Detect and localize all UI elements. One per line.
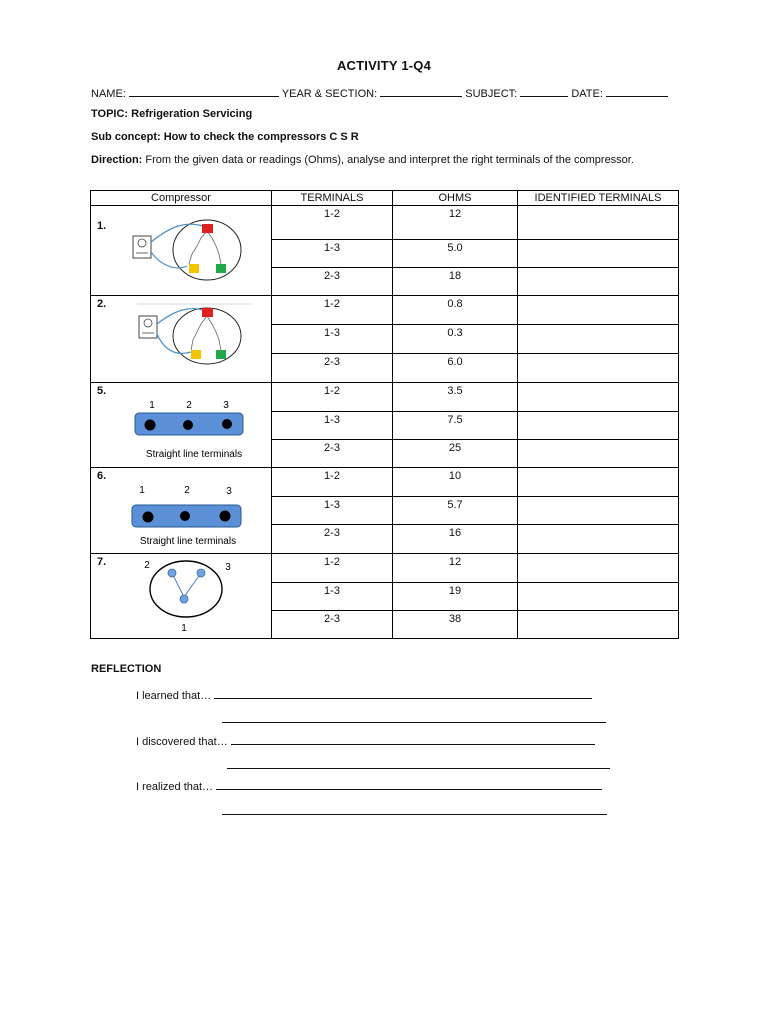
terminal-label: 2 (184, 485, 190, 496)
compressor-cell-2 (91, 296, 272, 383)
realized-blank-1[interactable] (216, 778, 602, 790)
header-terminals: TERMINALS (272, 191, 393, 206)
learned-prompt: I learned that… (136, 690, 212, 702)
terminals-cell: 1-3 (272, 583, 393, 611)
reflection-discovered (136, 733, 595, 748)
year-section-label: YEAR & SECTION: (281, 88, 378, 100)
terminals-cell: 1-2 (272, 554, 393, 583)
learned-blank-1[interactable] (214, 687, 592, 699)
discovered-prompt: I discovered that… (136, 736, 228, 748)
identified-terminals-input[interactable] (518, 412, 679, 440)
table-row (91, 383, 679, 412)
terminal-label: 3 (223, 400, 229, 411)
identified-terminals-input[interactable] (518, 611, 679, 639)
identified-terminals-input[interactable] (518, 554, 679, 583)
sub-concept-label: Sub concept: (91, 131, 161, 143)
table-header-row (91, 191, 679, 206)
learned-blank-2[interactable] (222, 711, 606, 723)
reflection-learned-cont (222, 711, 606, 726)
ohms-cell: 0.3 (393, 325, 518, 354)
terminal-label: 1 (139, 485, 145, 496)
compressor-wiring-diagram (91, 206, 271, 294)
terminal-label: 1 (181, 623, 187, 634)
compressor-wiring-diagram (91, 296, 271, 382)
topic-label: TOPIC: (91, 108, 129, 120)
terminals-cell: 2-3 (272, 354, 393, 383)
identified-terminals-input[interactable] (518, 525, 679, 554)
identified-terminals-input[interactable] (518, 383, 679, 412)
direction-text (91, 153, 661, 168)
ohms-cell: 25 (393, 440, 518, 468)
identified-terminals-input[interactable] (518, 497, 679, 525)
readings-table (90, 190, 679, 639)
compressor-cell-1 (91, 206, 272, 296)
date-blank[interactable] (606, 85, 668, 97)
terminal-label: 3 (226, 486, 232, 497)
terminal-label: 3 (225, 562, 231, 573)
compressor-cell-7 (91, 554, 272, 639)
topic-line (91, 108, 252, 120)
identified-terminals-input[interactable] (518, 240, 679, 268)
diagram-caption: Straight line terminals (139, 536, 237, 547)
ohms-cell: 12 (393, 206, 518, 240)
ohms-cell: 38 (393, 611, 518, 639)
reflection-discovered-cont (227, 757, 610, 772)
name-label: NAME: (91, 88, 126, 100)
discovered-blank-2[interactable] (227, 757, 610, 769)
ohms-cell: 7.5 (393, 412, 518, 440)
sub-concept-value: How to check the compressors C S R (163, 131, 359, 143)
ohms-cell: 19 (393, 583, 518, 611)
identified-terminals-input[interactable] (518, 583, 679, 611)
reflection-realized-cont (222, 803, 607, 818)
direction-label: Direction: (91, 154, 143, 166)
name-blank[interactable] (129, 85, 279, 97)
ohms-cell: 5.7 (393, 497, 518, 525)
terminals-cell: 1-3 (272, 240, 393, 268)
ohms-cell: 5.0 (393, 240, 518, 268)
year-section-blank[interactable] (380, 85, 462, 97)
terminals-cell: 2-3 (272, 611, 393, 639)
table-row (91, 468, 679, 497)
identified-terminals-input[interactable] (518, 206, 679, 240)
header-compressor: Compressor (91, 191, 272, 206)
terminals-cell: 2-3 (272, 268, 393, 296)
reflection-learned (136, 687, 592, 702)
identified-terminals-input[interactable] (518, 325, 679, 354)
straight-terminals-diagram (91, 468, 271, 554)
triangle-terminals-diagram (91, 554, 271, 640)
compressor-cell-6 (91, 468, 272, 554)
direction-value: From the given data or readings (Ohms), analyse and interpret the right terminals of the compressor. (145, 154, 634, 166)
terminals-cell: 1-2 (272, 468, 393, 497)
ohms-cell: 18 (393, 268, 518, 296)
terminal-label: 1 (149, 400, 155, 411)
header-identified: IDENTIFIED TERMINALS (518, 191, 679, 206)
terminals-cell: 1-3 (272, 325, 393, 354)
terminals-cell: 1-3 (272, 497, 393, 525)
row-number: 6. (97, 470, 107, 482)
ohms-cell: 10 (393, 468, 518, 497)
compressor-cell-5 (91, 383, 272, 468)
row-number: 1. (97, 220, 107, 232)
date-label: DATE: (571, 88, 603, 100)
header-ohms: OHMS (393, 191, 518, 206)
reflection-realized (136, 778, 602, 793)
header-fields (91, 85, 668, 100)
table-row (91, 296, 679, 325)
discovered-blank-1[interactable] (231, 733, 595, 745)
identified-terminals-input[interactable] (518, 354, 679, 383)
row-number: 2. (97, 298, 107, 310)
sub-concept-line (91, 131, 359, 143)
ohms-cell: 0.8 (393, 296, 518, 325)
diagram-caption: Straight line terminals (145, 449, 243, 460)
topic-value: Refrigeration Servicing (131, 108, 253, 120)
ohms-cell: 3.5 (393, 383, 518, 412)
terminals-cell: 1-2 (272, 206, 393, 240)
terminal-label: 2 (186, 400, 192, 411)
terminal-label: 2 (144, 560, 150, 571)
subject-label: SUBJECT: (465, 88, 518, 100)
realized-blank-2[interactable] (222, 803, 607, 815)
identified-terminals-input[interactable] (518, 440, 679, 468)
terminals-cell: 1-3 (272, 412, 393, 440)
worksheet-title: ACTIVITY 1-Q4 (336, 58, 432, 73)
identified-terminals-input[interactable] (518, 296, 679, 325)
table-row (91, 554, 679, 583)
table-row (91, 206, 679, 240)
row-number: 7. (97, 556, 107, 568)
terminals-cell: 2-3 (272, 440, 393, 468)
identified-terminals-input[interactable] (518, 468, 679, 497)
row-number: 5. (97, 385, 107, 397)
ohms-cell: 16 (393, 525, 518, 554)
terminals-cell: 2-3 (272, 525, 393, 554)
terminals-cell: 1-2 (272, 383, 393, 412)
terminals-cell: 1-2 (272, 296, 393, 325)
ohms-cell: 6.0 (393, 354, 518, 383)
ohms-cell: 12 (393, 554, 518, 583)
identified-terminals-input[interactable] (518, 268, 679, 296)
realized-prompt: I realized that… (136, 781, 214, 793)
straight-terminals-diagram (91, 383, 271, 469)
subject-blank[interactable] (520, 85, 568, 97)
reflection-heading: REFLECTION (91, 663, 162, 675)
